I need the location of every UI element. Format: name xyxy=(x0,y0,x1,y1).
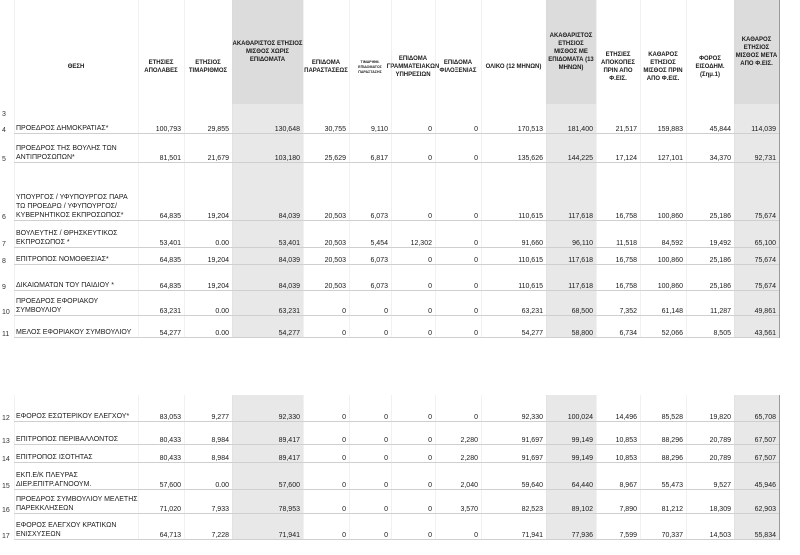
column-divider xyxy=(640,0,641,338)
column-divider xyxy=(14,395,15,540)
value-cell-representation: 0 xyxy=(342,414,346,421)
value-cell-indexed_rep: 6,073 xyxy=(370,257,388,264)
column-divider xyxy=(138,395,139,540)
value-cell-hospitality: 0 xyxy=(474,308,478,315)
value-cell-annual_earnings: 64,835 xyxy=(159,257,181,264)
value-cell-net_before_tax: 61,148 xyxy=(661,308,683,315)
column-divider xyxy=(435,0,436,338)
value-cell-indexed_rep: 0 xyxy=(384,532,388,539)
column-divider xyxy=(686,395,687,540)
column-divider xyxy=(232,395,233,540)
value-cell-gross_no_benefits: 63,231 xyxy=(278,308,300,315)
value-cell-deductions: 16,758 xyxy=(615,257,637,264)
value-cell-gross13: 144,225 xyxy=(567,155,593,162)
row-number: 8 xyxy=(2,258,6,265)
value-cell-total12: 71,941 xyxy=(521,532,543,539)
value-cell-total12: 110,615 xyxy=(518,283,543,290)
column-header-pos: ΘΕΣΗ xyxy=(67,64,85,70)
value-cell-hospitality: 0 xyxy=(474,240,478,247)
value-cell-net_after_tax: 67,507 xyxy=(754,455,776,462)
column-divider xyxy=(391,395,392,540)
value-cell-income_tax: 34,370 xyxy=(709,155,731,162)
value-cell-net_after_tax: 45,946 xyxy=(754,482,776,489)
value-cell-total12: 91,697 xyxy=(521,437,543,444)
value-cell-hospitality: 2,280 xyxy=(460,455,478,462)
value-cell-representation: 20,503 xyxy=(324,240,346,247)
value-cell-net_before_tax: 55,473 xyxy=(661,482,683,489)
value-cell-income_tax: 9,527 xyxy=(713,482,731,489)
value-cell-net_before_tax: 84,592 xyxy=(661,240,683,247)
position-title-cell: ΠΡΟΕΔΡΟΣ ΣΥΜΒΟΥΛΙΟΥ ΜΕΛΕΤΗΣ ΠΑΡΕΚΚΛΗΣΕΩΝ xyxy=(16,496,138,512)
value-cell-gross_no_benefits: 84,039 xyxy=(278,283,300,290)
value-cell-deductions: 17,124 xyxy=(615,155,637,162)
value-cell-annual_allowance: 29,855 xyxy=(207,126,229,133)
value-cell-total12: 110,615 xyxy=(518,257,543,264)
value-cell-annual_allowance: 8,984 xyxy=(211,455,229,462)
value-cell-secretarial: 0 xyxy=(428,308,432,315)
column-header-secretarial: ΕΠΙΔΟΜΑ ΓΡΑΜΜΑΤΕΙΑΚΩΝ ΥΠΗΡΕΣΙΩΝ xyxy=(386,56,440,78)
value-cell-deductions: 11,518 xyxy=(616,240,637,247)
value-cell-net_after_tax: 75,674 xyxy=(754,213,776,220)
value-cell-net_before_tax: 88,296 xyxy=(661,455,683,462)
value-cell-secretarial: 0 xyxy=(428,155,432,162)
value-cell-net_after_tax: 75,674 xyxy=(754,283,776,290)
column-header-total12: ΟΛΙΚΟ (12 ΜΗΝΩΝ) xyxy=(485,64,542,70)
value-cell-representation: 0 xyxy=(342,482,346,489)
row-number: 17 xyxy=(2,533,10,540)
value-cell-gross_no_benefits: 78,953 xyxy=(278,506,300,513)
value-cell-secretarial: 0 xyxy=(428,330,432,337)
value-cell-net_after_tax: 49,861 xyxy=(754,308,776,315)
position-title-cell: ΜΕΛΟΣ ΕΦΟΡΙΑΚΟΥ ΣΥΜΒΟΥΛΙΟΥ xyxy=(16,329,132,336)
value-cell-secretarial: 0 xyxy=(428,213,432,220)
value-cell-gross_no_benefits: 54,277 xyxy=(278,330,300,337)
value-cell-indexed_rep: 0 xyxy=(384,308,388,315)
row-number: 6 xyxy=(2,214,6,221)
value-cell-total12: 59,640 xyxy=(521,482,543,489)
shaded-column-band xyxy=(546,104,596,118)
value-cell-indexed_rep: 9,110 xyxy=(371,126,388,133)
value-cell-net_after_tax: 67,507 xyxy=(754,437,776,444)
value-cell-hospitality: 0 xyxy=(474,283,478,290)
value-cell-annual_allowance: 19,204 xyxy=(207,283,229,290)
value-cell-annual_earnings: 54,277 xyxy=(159,330,181,337)
column-divider xyxy=(14,0,15,338)
value-cell-secretarial: 0 xyxy=(428,532,432,539)
shaded-column-band xyxy=(734,104,779,118)
value-cell-deductions: 8,967 xyxy=(619,482,637,489)
value-cell-indexed_rep: 0 xyxy=(384,330,388,337)
value-cell-deductions: 6,734 xyxy=(619,330,637,337)
value-cell-deductions: 10,853 xyxy=(615,455,637,462)
column-divider xyxy=(640,395,641,540)
value-cell-gross13: 99,149 xyxy=(571,437,593,444)
value-cell-secretarial: 0 xyxy=(428,283,432,290)
value-cell-hospitality: 2,040 xyxy=(460,482,478,489)
value-cell-secretarial: 12,302 xyxy=(410,240,432,247)
value-cell-annual_allowance: 9,277 xyxy=(211,414,229,421)
column-divider xyxy=(303,0,304,338)
value-cell-net_after_tax: 43,561 xyxy=(754,330,776,337)
value-cell-total12: 91,697 xyxy=(521,455,543,462)
value-cell-deductions: 10,853 xyxy=(615,437,637,444)
value-cell-total12: 82,523 xyxy=(521,506,543,513)
position-title-cell: ΕΠΙΤΡΟΠΟΣ ΙΣΟΤΗΤΑΣ xyxy=(16,454,93,461)
column-divider xyxy=(546,0,547,338)
value-cell-annual_earnings: 64,835 xyxy=(159,213,181,220)
value-cell-hospitality: 0 xyxy=(474,330,478,337)
value-cell-gross_no_benefits: 53,401 xyxy=(278,240,300,247)
value-cell-deductions: 16,758 xyxy=(615,213,637,220)
column-header-net_before_tax: ΚΑΘΑΡΟΣ ΕΤΗΣΙΟΣ ΜΙΣΘΟΣ ΠΡΙΝ ΑΠΟ Φ.ΕΙΣ. xyxy=(643,52,683,82)
column-divider xyxy=(349,0,350,338)
value-cell-income_tax: 18,309 xyxy=(709,506,731,513)
value-cell-representation: 20,503 xyxy=(324,213,346,220)
value-cell-gross_no_benefits: 89,417 xyxy=(278,437,300,444)
position-title-cell: ΠΡΟΕΔΡΟΣ ΕΦΟΡΙΑΚΟΥ ΣΥΜΒΟΥΛΙΟΥ xyxy=(16,298,99,314)
value-cell-net_after_tax: 114,039 xyxy=(751,126,776,133)
value-cell-hospitality: 0 xyxy=(474,213,478,220)
row-number: 5 xyxy=(2,156,6,163)
row-number: 3 xyxy=(2,111,6,118)
value-cell-annual_earnings: 63,231 xyxy=(159,308,181,315)
row-number: 4 xyxy=(2,127,6,134)
value-cell-total12: 110,615 xyxy=(518,213,543,220)
value-cell-indexed_rep: 0 xyxy=(384,506,388,513)
column-divider xyxy=(184,0,185,338)
value-cell-deductions: 7,890 xyxy=(619,506,637,513)
row-number: 14 xyxy=(2,456,10,463)
value-cell-income_tax: 11,287 xyxy=(710,308,731,315)
value-cell-total12: 135,626 xyxy=(517,155,543,162)
value-cell-income_tax: 14,503 xyxy=(709,532,731,539)
value-cell-indexed_rep: 6,073 xyxy=(370,213,388,220)
value-cell-gross_no_benefits: 57,600 xyxy=(278,482,300,489)
value-cell-secretarial: 0 xyxy=(428,482,432,489)
row-number: 16 xyxy=(2,507,10,514)
column-divider xyxy=(232,0,233,338)
value-cell-representation: 0 xyxy=(342,532,346,539)
value-cell-annual_allowance: 7,933 xyxy=(211,506,229,513)
row-divider xyxy=(14,539,779,540)
value-cell-net_before_tax: 81,212 xyxy=(661,506,683,513)
value-cell-income_tax: 19,492 xyxy=(709,240,731,247)
column-divider xyxy=(686,0,687,338)
value-cell-income_tax: 19,820 xyxy=(709,414,731,421)
value-cell-total12: 54,277 xyxy=(521,330,543,337)
value-cell-secretarial: 0 xyxy=(428,414,432,421)
value-cell-net_after_tax: 55,834 xyxy=(754,532,776,539)
column-divider xyxy=(391,0,392,338)
value-cell-indexed_rep: 6,817 xyxy=(370,155,388,162)
value-cell-net_after_tax: 92,731 xyxy=(754,155,776,162)
value-cell-secretarial: 0 xyxy=(428,126,432,133)
value-cell-net_before_tax: 52,066 xyxy=(661,330,683,337)
value-cell-gross_no_benefits: 130,648 xyxy=(274,126,300,133)
row-number: 12 xyxy=(2,415,10,422)
value-cell-secretarial: 0 xyxy=(428,257,432,264)
column-header-gross_no_benefits: ΑΚΑΘΑΡΙΣΤΟΣ ΕΤΗΣΙΟΣ ΜΙΣΘΟΣ ΧΩΡΙΣ ΕΠΙΔΟΜΑΤΑ xyxy=(232,0,303,104)
value-cell-gross13: 77,936 xyxy=(571,532,593,539)
value-cell-annual_earnings: 53,401 xyxy=(159,240,181,247)
value-cell-annual_allowance: 0.00 xyxy=(215,482,229,489)
column-header-representation: ΕΠΙΔΟΜΑ ΠΑΡΑΣΤΑΣΕΩΣ xyxy=(304,60,348,74)
value-cell-net_after_tax: 65,708 xyxy=(754,414,776,421)
row-number: 7 xyxy=(2,241,6,248)
value-cell-net_after_tax: 62,903 xyxy=(754,506,776,513)
column-divider xyxy=(734,0,735,338)
value-cell-representation: 30,755 xyxy=(324,126,346,133)
position-title-cell: ΠΡΟΕΔΡΟΣ ΤΗΣ ΒΟΥΛΗΣ ΤΩΝ ΑΝΤΙΠΡΟΣΩΠΩΝ* xyxy=(16,145,117,161)
value-cell-total12: 63,231 xyxy=(521,308,543,315)
value-cell-representation: 0 xyxy=(342,437,346,444)
column-header-annual_allowance: ΕΤΗΣΙΟΣ ΤΙΜΑΡΙΘΜΟΣ xyxy=(188,60,228,74)
value-cell-hospitality: 0 xyxy=(474,532,478,539)
value-cell-hospitality: 2,280 xyxy=(460,437,478,444)
value-cell-annual_earnings: 83,053 xyxy=(159,414,181,421)
column-divider xyxy=(138,0,139,338)
position-title-cell: ΥΠΟΥΡΓΟΣ / ΥΦΥΠΟΥΡΓΟΣ ΠΑΡΑ ΤΩ ΠΡΟΕΔΡΩ / ΥΦΥΠΟΥΡΓΟΣ/ ΚΥΒΕΡΝΗΤΙΚΟΣ ΕΚΠΡΟΣΩΠΟΣ* xyxy=(16,194,128,219)
value-cell-net_before_tax: 85,528 xyxy=(661,414,683,421)
value-cell-gross_no_benefits: 84,039 xyxy=(278,213,300,220)
value-cell-income_tax: 25,186 xyxy=(709,257,731,264)
row-number: 9 xyxy=(2,284,6,291)
row-number: 11 xyxy=(2,331,10,338)
value-cell-representation: 0 xyxy=(342,506,346,513)
column-header-net_after_tax: ΚΑΘΑΡΟΣ ΕΤΗΣΙΟΣ ΜΙΣΘΟΣ ΜΕΤΑ ΑΠΟ Φ.ΕΙΣ. xyxy=(734,0,779,104)
value-cell-annual_earnings: 57,600 xyxy=(159,482,181,489)
value-cell-representation: 0 xyxy=(342,308,346,315)
value-cell-deductions: 14,496 xyxy=(615,414,637,421)
column-divider xyxy=(481,0,482,338)
value-cell-income_tax: 20,789 xyxy=(709,455,731,462)
value-cell-net_before_tax: 159,883 xyxy=(657,126,683,133)
value-cell-indexed_rep: 5,454 xyxy=(370,240,388,247)
value-cell-gross13: 117,618 xyxy=(568,257,593,264)
value-cell-net_before_tax: 100,860 xyxy=(657,283,683,290)
row-number: 13 xyxy=(2,438,10,445)
position-title-cell: ΕΚΠ.Ε/Κ ΠΛΕΥΡΑΣ ΔΙΕΡ.ΕΠΙΤΡ.ΑΓΝΟΟΥΜ. xyxy=(16,472,92,488)
value-cell-gross13: 58,800 xyxy=(571,330,593,337)
position-title-cell: ΕΦΟΡΟΣ ΕΣΩΤΕΡΙΚΟΥ ΕΛΕΓΧΟΥ* xyxy=(16,413,130,420)
value-cell-total12: 91,660 xyxy=(521,240,543,247)
value-cell-annual_earnings: 81,501 xyxy=(159,155,181,162)
row-number: 15 xyxy=(2,483,10,490)
value-cell-annual_earnings: 100,793 xyxy=(155,126,181,133)
column-header-deductions: ΕΤΗΣΙΕΣ ΑΠΟΚΟΠΕΣ ΠΡΙΝ ΑΠΟ Φ.ΕΙΣ. xyxy=(601,52,635,82)
value-cell-annual_earnings: 71,020 xyxy=(159,506,181,513)
value-cell-gross13: 181,400 xyxy=(567,126,593,133)
row-divider xyxy=(14,337,779,338)
value-cell-gross13: 68,500 xyxy=(571,308,593,315)
column-divider xyxy=(734,395,735,540)
value-cell-annual_earnings: 80,433 xyxy=(159,455,181,462)
position-title-cell: ΔΙΚΑΙΩΜΑΤΩΝ ΤΟΥ ΠΑΙΔΙΟΥ * xyxy=(16,282,114,289)
value-cell-total12: 170,513 xyxy=(517,126,543,133)
column-divider xyxy=(546,395,547,540)
value-cell-gross_no_benefits: 92,330 xyxy=(278,414,300,421)
value-cell-gross_no_benefits: 89,417 xyxy=(278,455,300,462)
value-cell-annual_allowance: 0.00 xyxy=(215,308,229,315)
value-cell-annual_allowance: 0.00 xyxy=(215,240,229,247)
value-cell-income_tax: 20,789 xyxy=(709,437,731,444)
column-divider xyxy=(779,0,780,338)
value-cell-income_tax: 25,186 xyxy=(709,283,731,290)
value-cell-annual_allowance: 21,679 xyxy=(207,155,229,162)
column-divider xyxy=(349,395,350,540)
column-divider xyxy=(435,395,436,540)
position-title-cell: ΕΠΙΤΡΟΠΟΣ ΝΟΜΟΘΕΣΙΑΣ* xyxy=(16,256,109,263)
value-cell-gross13: 117,618 xyxy=(568,283,593,290)
value-cell-net_after_tax: 75,674 xyxy=(754,257,776,264)
value-cell-annual_allowance: 19,204 xyxy=(207,213,229,220)
value-cell-gross13: 117,618 xyxy=(568,213,593,220)
value-cell-gross_no_benefits: 71,941 xyxy=(278,532,300,539)
value-cell-annual_earnings: 80,433 xyxy=(159,437,181,444)
value-cell-hospitality: 3,570 xyxy=(460,506,478,513)
value-cell-representation: 0 xyxy=(342,330,346,337)
value-cell-net_before_tax: 127,101 xyxy=(657,155,683,162)
column-divider xyxy=(184,395,185,540)
column-header-gross13: ΑΚΑΘΑΡΙΣΤΟΣ ΕΤΗΣΙΟΣ ΜΙΣΘΟΣ ΜΕ ΕΠΙΔΟΜΑΤΑ (13 ΜΗΝΩΝ) xyxy=(546,0,596,104)
value-cell-representation: 20,503 xyxy=(324,283,346,290)
column-divider xyxy=(596,395,597,540)
value-cell-annual_earnings: 64,713 xyxy=(159,532,181,539)
value-cell-net_before_tax: 100,860 xyxy=(657,213,683,220)
column-header-income_tax: ΦΟΡΟΣ ΕΙΣΟΔΗΜ. (Σημ.1) xyxy=(695,56,725,78)
value-cell-secretarial: 0 xyxy=(428,455,432,462)
value-cell-indexed_rep: 0 xyxy=(384,437,388,444)
value-cell-representation: 0 xyxy=(342,455,346,462)
position-title-cell: ΠΡΟΕΔΡΟΣ ΔΗΜΟΚΡΑΤΙΑΣ* xyxy=(16,125,109,132)
value-cell-income_tax: 25,186 xyxy=(709,213,731,220)
column-header-annual_earnings: ΕΤΗΣΙΕΣ ΑΠΟΛΑΒΕΣ xyxy=(144,60,178,74)
value-cell-hospitality: 0 xyxy=(474,126,478,133)
value-cell-gross13: 64,440 xyxy=(571,482,593,489)
value-cell-annual_allowance: 19,204 xyxy=(207,257,229,264)
value-cell-indexed_rep: 0 xyxy=(384,482,388,489)
value-cell-annual_earnings: 64,835 xyxy=(159,283,181,290)
value-cell-deductions: 16,758 xyxy=(615,283,637,290)
value-cell-gross13: 96,110 xyxy=(572,240,593,247)
value-cell-net_before_tax: 70,337 xyxy=(661,532,683,539)
value-cell-deductions: 7,599 xyxy=(619,532,637,539)
position-title-cell: ΕΠΙΤΡΟΠΟΣ ΠΕΡΙΒΑΛΛΟΝΤΟΣ xyxy=(16,436,119,443)
value-cell-hospitality: 0 xyxy=(474,414,478,421)
value-cell-total12: 92,330 xyxy=(521,414,543,421)
column-divider xyxy=(779,395,780,540)
value-cell-representation: 20,503 xyxy=(324,257,346,264)
value-cell-net_before_tax: 100,860 xyxy=(657,257,683,264)
value-cell-annual_allowance: 8,984 xyxy=(211,437,229,444)
shaded-column-band xyxy=(232,104,303,118)
value-cell-secretarial: 0 xyxy=(428,506,432,513)
value-cell-hospitality: 0 xyxy=(474,155,478,162)
value-cell-gross_no_benefits: 84,039 xyxy=(278,257,300,264)
value-cell-net_before_tax: 88,296 xyxy=(661,437,683,444)
position-title-cell: ΒΟΥΛΕΥΤΗΣ / ΘΡΗΣΚΕΥΤΙΚΟΣ ΕΚΠΡΟΣΩΠΟΣ * xyxy=(16,230,118,246)
value-cell-gross_no_benefits: 103,180 xyxy=(274,155,300,162)
value-cell-indexed_rep: 0 xyxy=(384,455,388,462)
value-cell-gross13: 100,024 xyxy=(567,414,593,421)
value-cell-indexed_rep: 0 xyxy=(384,414,388,421)
value-cell-deductions: 7,352 xyxy=(619,308,637,315)
value-cell-annual_allowance: 7,228 xyxy=(211,532,229,539)
value-cell-annual_allowance: 0.00 xyxy=(215,330,229,337)
value-cell-hospitality: 0 xyxy=(474,257,478,264)
value-cell-secretarial: 0 xyxy=(428,437,432,444)
column-header-indexed_rep: ΤΙΜΑΡΙΘΜ. ΕΠΙΔΟΜΑΤΟΣ ΠΑΡΑΣΤΑΣΗΣ xyxy=(358,59,382,74)
value-cell-net_after_tax: 65,100 xyxy=(754,240,776,247)
position-title-cell: ΕΦΟΡΟΣ ΕΛΕΓΧΟΥ ΚΡΑΤΙΚΩΝ ΕΝΙΣΧΥΣΕΩΝ xyxy=(16,522,117,538)
column-divider xyxy=(481,395,482,540)
column-header-hospitality: ΕΠΙΔΟΜΑ ΦΙΛΟΞΕΝΙΑΣ xyxy=(439,60,477,74)
column-divider xyxy=(596,0,597,338)
value-cell-representation: 25,629 xyxy=(324,155,346,162)
value-cell-gross13: 89,102 xyxy=(571,506,593,513)
value-cell-income_tax: 8,505 xyxy=(713,330,731,337)
row-number: 10 xyxy=(2,309,10,316)
value-cell-indexed_rep: 6,073 xyxy=(370,283,388,290)
value-cell-gross13: 99,149 xyxy=(571,455,593,462)
value-cell-deductions: 21,517 xyxy=(615,126,637,133)
column-divider xyxy=(303,395,304,540)
value-cell-income_tax: 45,844 xyxy=(709,126,731,133)
